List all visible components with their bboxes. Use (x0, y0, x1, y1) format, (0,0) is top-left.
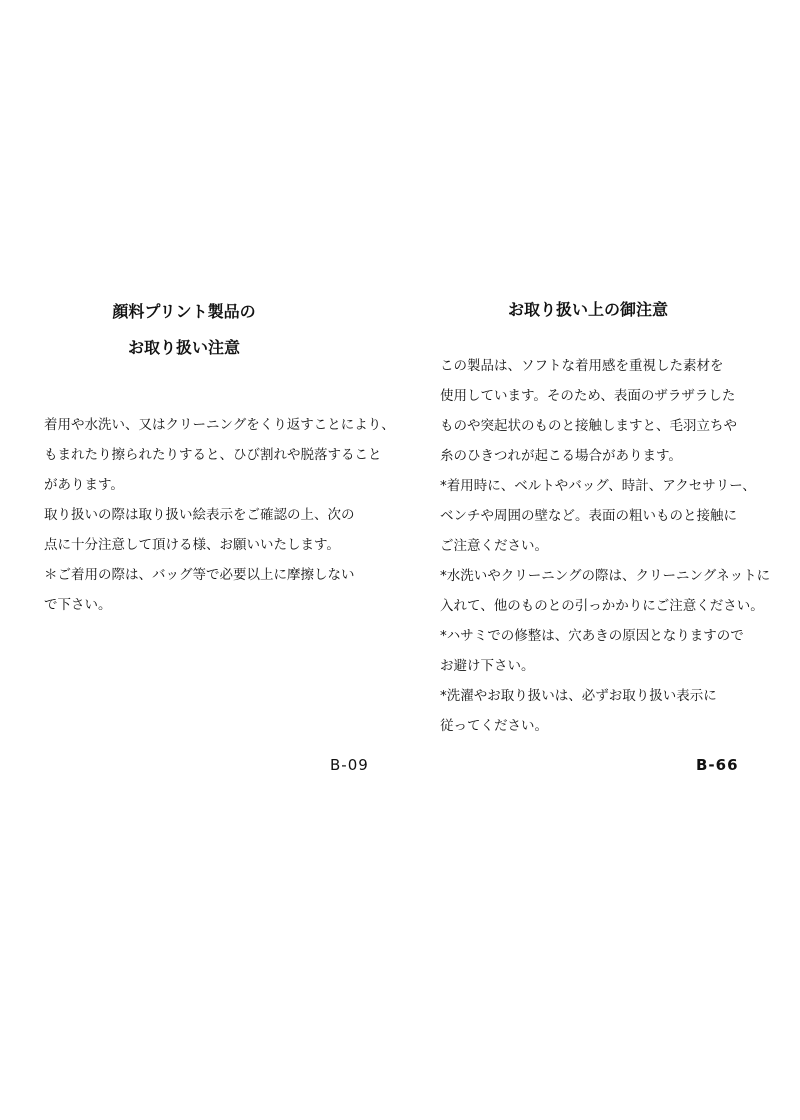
right-body-line: この製品は、ソフトな着用感を重視した素材を (440, 358, 724, 374)
right-body-text (440, 351, 770, 741)
left-body-line: があります。 (44, 477, 124, 493)
right-body-line: 使用しています。そのため、表面のザラザラした (440, 388, 736, 404)
right-body-line: ベンチや周囲の壁など。表面の粗いものと接触に (440, 508, 737, 524)
right-body-line: *ハサミでの修整は、穴あきの原因となりますので (440, 628, 744, 644)
right-body-line: ものや突起状のものと接触しますと、毛羽立ちや (440, 418, 737, 434)
right-body-line: 従ってください。 (440, 718, 548, 734)
left-body-line: 点に十分注意して頂ける様、お願いいたします。 (44, 537, 340, 553)
right-body-line: お避け下さい。 (440, 658, 535, 674)
right-body-line: 入れて、他のものとの引っかかりにご注意ください。 (440, 598, 764, 614)
right-code-label: B-66 (696, 756, 739, 774)
left-title-line-2: お取り扱い注意 (127, 338, 240, 357)
left-body-line: で下さい。 (44, 597, 112, 613)
right-body-line: 糸のひきつれが起こる場合があります。 (440, 448, 682, 464)
left-body-line: ＊ご着用の際は、バッグ等で必要以上に摩擦しない (44, 567, 355, 583)
left-code-label: B-09 (330, 756, 369, 774)
left-body-text (44, 410, 395, 620)
left-body-line: もまれたり擦られたりすると、ひび割れや脱落すること (44, 447, 382, 463)
left-body-line: 着用や水洗い、又はクリーニングをくり返すことにより、 (44, 417, 395, 433)
right-title: お取り扱い上の御注意 (507, 300, 668, 319)
right-body-line: *洗濯やお取り扱いは、必ずお取り扱い表示に (440, 688, 717, 704)
left-title-line-1: 顔料プリント製品の (112, 302, 256, 321)
right-body-line: ご注意ください。 (440, 538, 548, 554)
left-body-line: 取り扱いの際は取り扱い絵表示をご確認の上、次の (44, 507, 355, 523)
right-body-line: *水洗いやクリーニングの際は、クリーニングネットに (440, 568, 771, 584)
right-body-line: *着用時に、ベルトやバッグ、時計、アクセサリー、 (440, 478, 756, 494)
